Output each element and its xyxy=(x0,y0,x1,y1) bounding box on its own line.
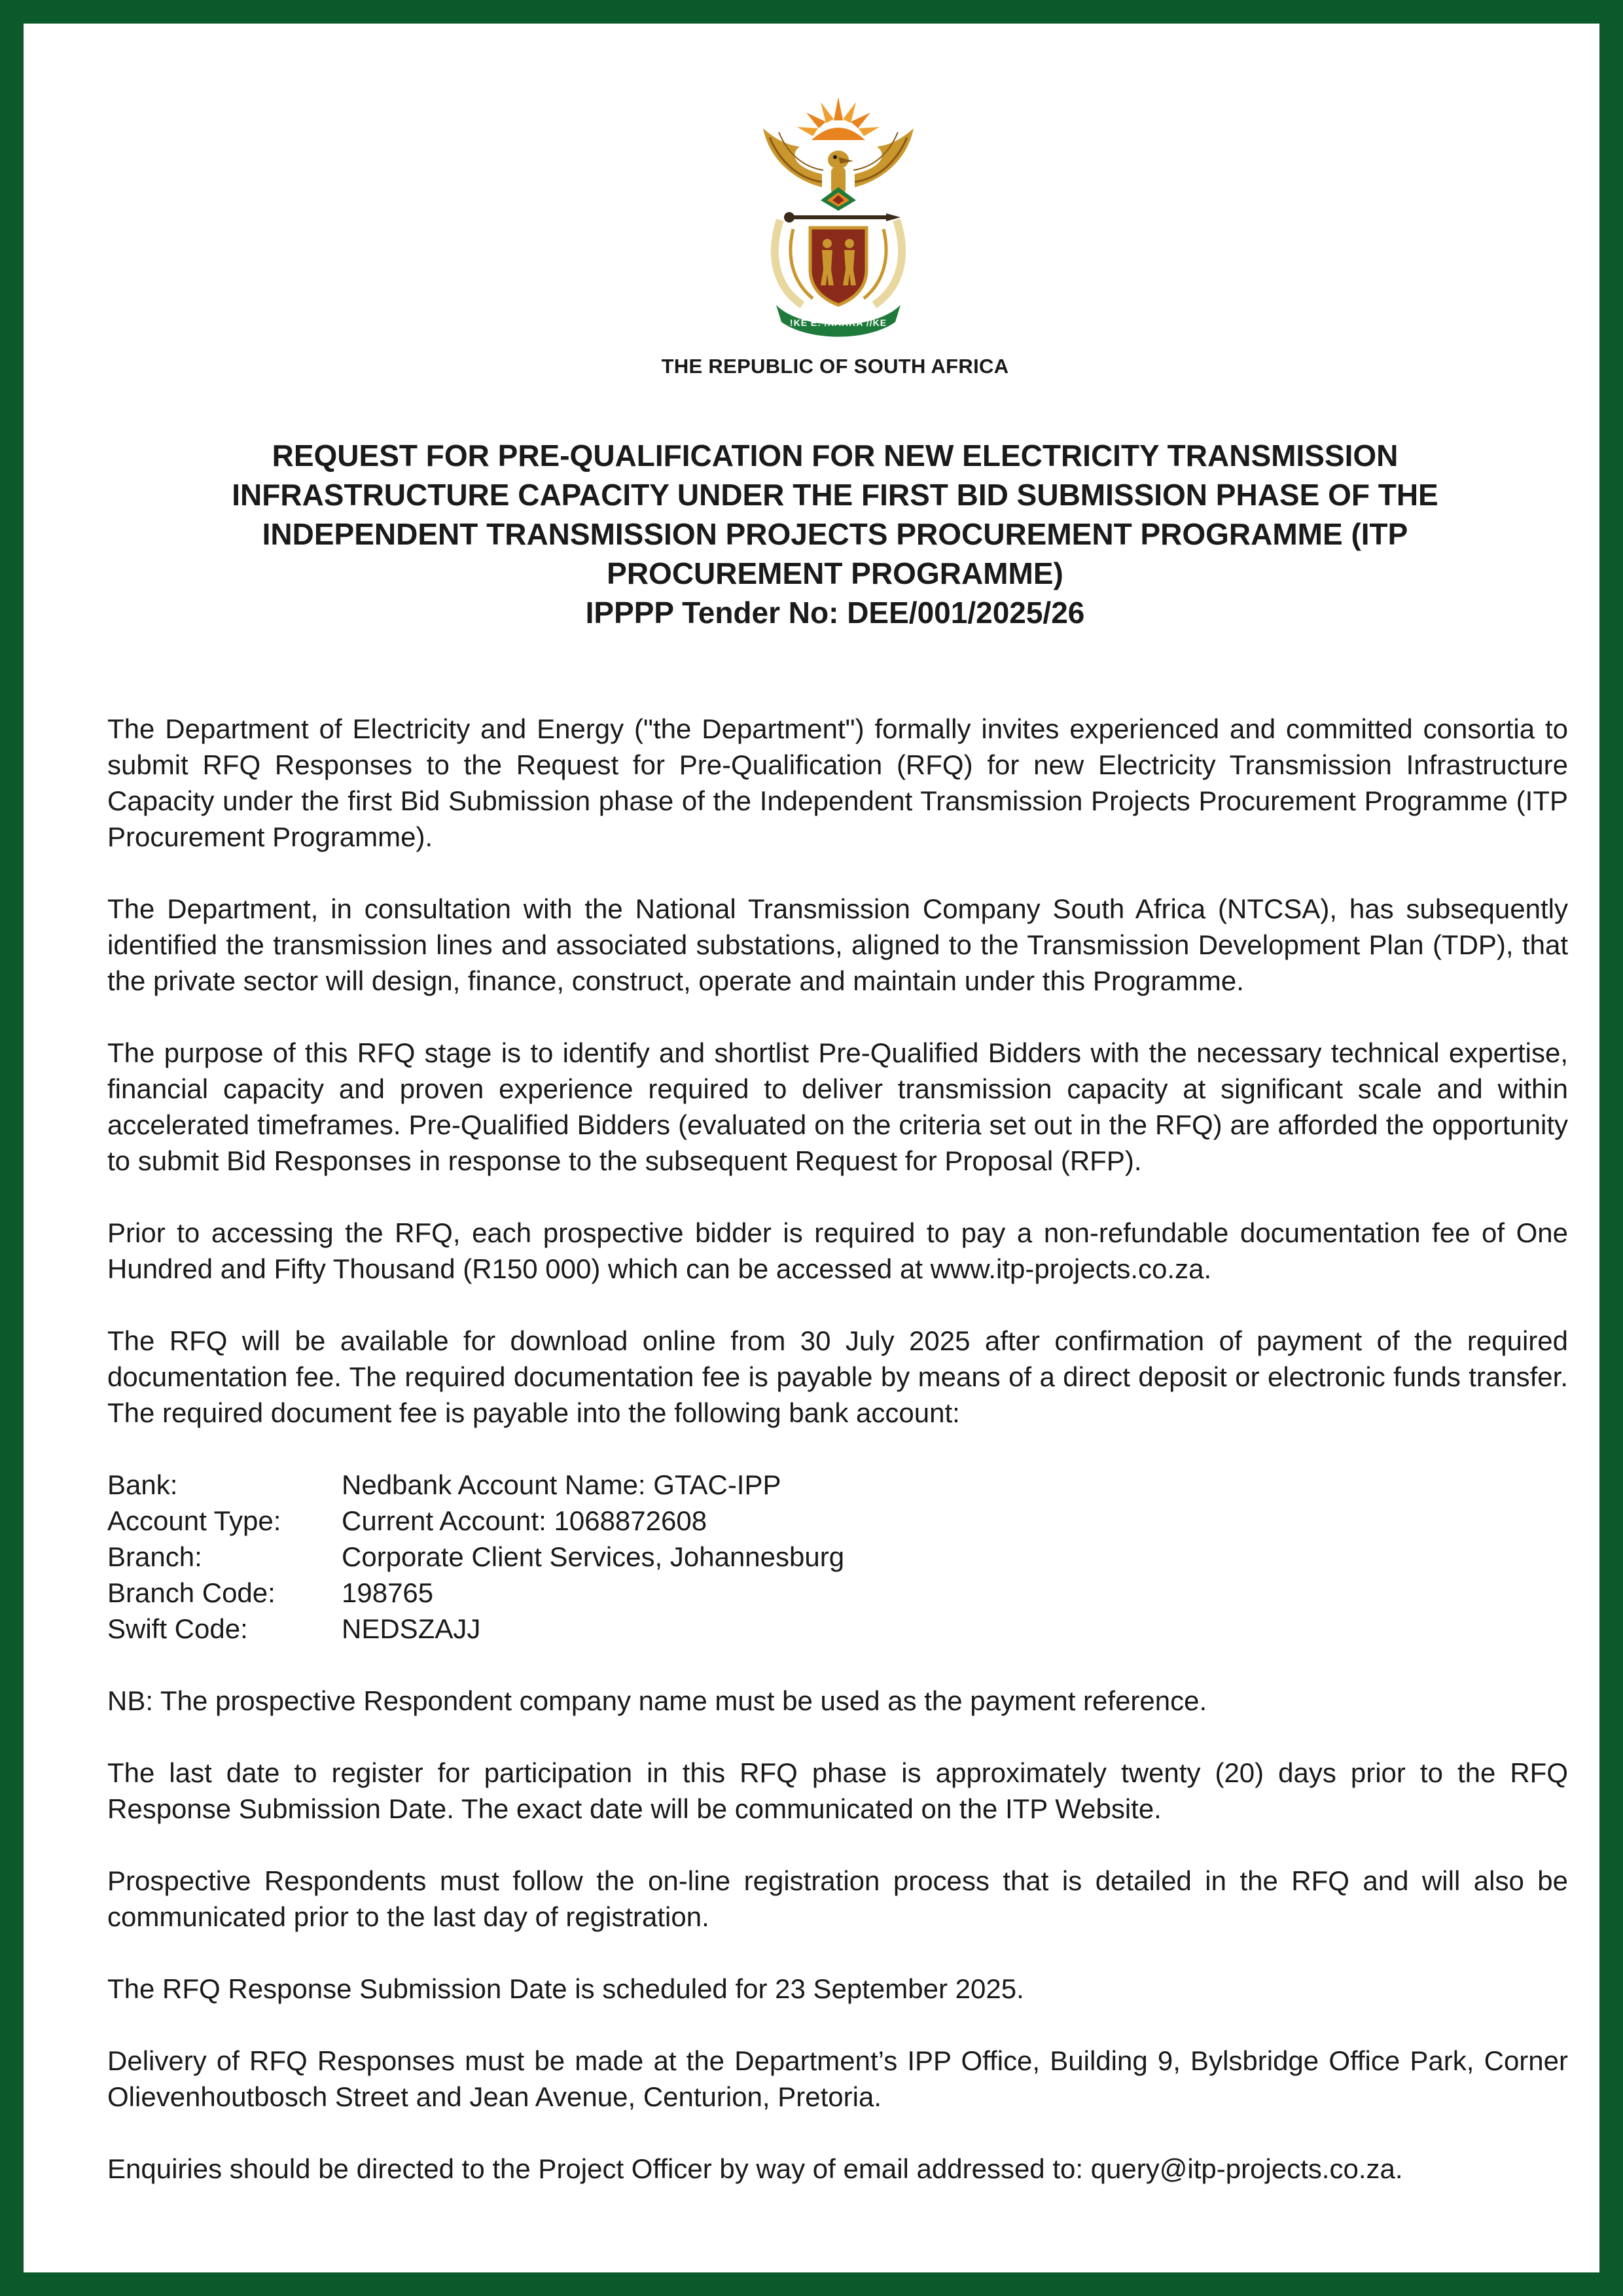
shield-icon xyxy=(810,228,866,305)
bank-row xyxy=(107,1503,1568,1539)
coat-of-arms-icon xyxy=(743,89,933,338)
tusk-icon xyxy=(775,220,802,305)
bank-label: Bank: xyxy=(107,1469,178,1500)
bank-details xyxy=(107,1467,1568,1647)
bank-value: Corporate Client Services, Johannesburg xyxy=(342,1541,845,1572)
bank-value: NEDSZAJJ xyxy=(342,1613,481,1644)
title-line: INFRASTRUCTURE CAPACITY UNDER THE FIRST BID SUBMISSION PHASE OF THE xyxy=(232,478,1438,512)
paragraph-identification: The Department, in consultation with the National Transmission Company South Africa (NTCSA), has subsequently identified the transmission lines and associated substations, aligned to the Transmission Development Plan (TDP), that the private sector will design, finance, construct, operate and maintain under this Programme. xyxy=(107,893,1568,996)
bank-label: Branch Code: xyxy=(107,1577,276,1608)
title-line: INDEPENDENT TRANSMISSION PROJECTS PROCUREMENT PROGRAMME (ITP xyxy=(262,517,1408,551)
crest-motto: !KE E: /XARRA //KE xyxy=(789,317,887,328)
secretary-bird-icon xyxy=(828,151,853,194)
title-line: REQUEST FOR PRE-QUALIFICATION FOR NEW ELECTRICITY TRANSMISSION xyxy=(272,439,1399,473)
bank-row xyxy=(107,1467,1568,1503)
notice-body xyxy=(107,711,1568,2223)
bank-label: Branch: xyxy=(107,1541,202,1572)
notice-title xyxy=(154,436,1516,632)
paragraph-availability: The RFQ will be available for download online from 30 July 2025 after confirmation of payment of the required documentation fee. The required documentation fee is payable by means of a direct deposit or electronic funds transfer. The required document fee is payable into the following bank account: xyxy=(107,1325,1568,1428)
bank-label: Swift Code: xyxy=(107,1613,248,1644)
bank-label: Account Type: xyxy=(107,1505,281,1536)
bank-row xyxy=(107,1539,1568,1575)
bank-value: 198765 xyxy=(342,1577,434,1608)
paragraph-submission-date: The RFQ Response Submission Date is scheduled for 23 September 2025. xyxy=(107,1973,1024,2004)
paragraph-fee: Prior to accessing the RFQ, each prospective bidder is required to pay a non-refundable documentation fee of One Hundred and Fifty Thousand (R150 000) which can be accessed at www.itp-projects.co.za. xyxy=(107,1217,1568,1284)
sun-icon xyxy=(797,97,880,140)
paragraph-delivery: Delivery of RFQ Responses must be made at the Department’s IPP Office, Building 9, Bylsbridge Office Park, Corner Olievenhoutbosch Street and Jean Avenue, Centurion, Pretoria. xyxy=(107,2045,1568,2112)
paragraph-payment-reference: NB: The prospective Respondent company name must be used as the payment reference. xyxy=(107,1685,1207,1716)
protea-icon xyxy=(821,187,856,211)
bank-row xyxy=(107,1611,1568,1647)
tender-number: IPPPP Tender No: DEE/001/2025/26 xyxy=(585,596,1085,630)
republic-heading: THE REPUBLIC OF SOUTH AFRICA xyxy=(661,355,1009,378)
paragraph-registration-process: Prospective Respondents must follow the on-line registration process that is detailed in the RFQ and will also be communicated prior to the last day of registration. xyxy=(107,1865,1568,1932)
paragraph-enquiries: Enquiries should be directed to the Project Officer by way of email addressed to: query@itp-projects.co.za. xyxy=(107,2153,1403,2184)
paragraph-purpose: The purpose of this RFQ stage is to identify and shortlist Pre-Qualified Bidders with the necessary technical expertise, financial capacity and proven experience required to deliver transmission capacity at significant scale and within accelerated timeframes. Pre-Qualified Bidders (evaluated on the criteria set out in the RFQ) are afforded the opportunity to submit Bid Responses in response to the subsequent Request for Proposal (RFP). xyxy=(107,1037,1568,1176)
paragraph-registration-deadline: The last date to register for participation in this RFQ phase is approximately twenty (20) days prior to the RFQ Response Submission Date. The exact date will be communicated on the ITP Website. xyxy=(107,1757,1568,1824)
bank-value: Current Account: 1068872608 xyxy=(342,1505,707,1536)
bank-value: Nedbank Account Name: GTAC-IPP xyxy=(342,1469,781,1500)
title-line: PROCUREMENT PROGRAMME) xyxy=(607,556,1063,590)
paragraph-invitation: The Department of Electricity and Energy ("the Department") formally invites experienced and committed consortia to submit RFQ Responses to the Request for Pre-Qualification (RFQ) for new Electricity Transmission Infrastructure Capacity under the first Bid Submission phase of the Independent Transmission Projects Procurement Programme (ITP Procurement Programme). xyxy=(107,713,1568,852)
bank-row xyxy=(107,1575,1568,1611)
